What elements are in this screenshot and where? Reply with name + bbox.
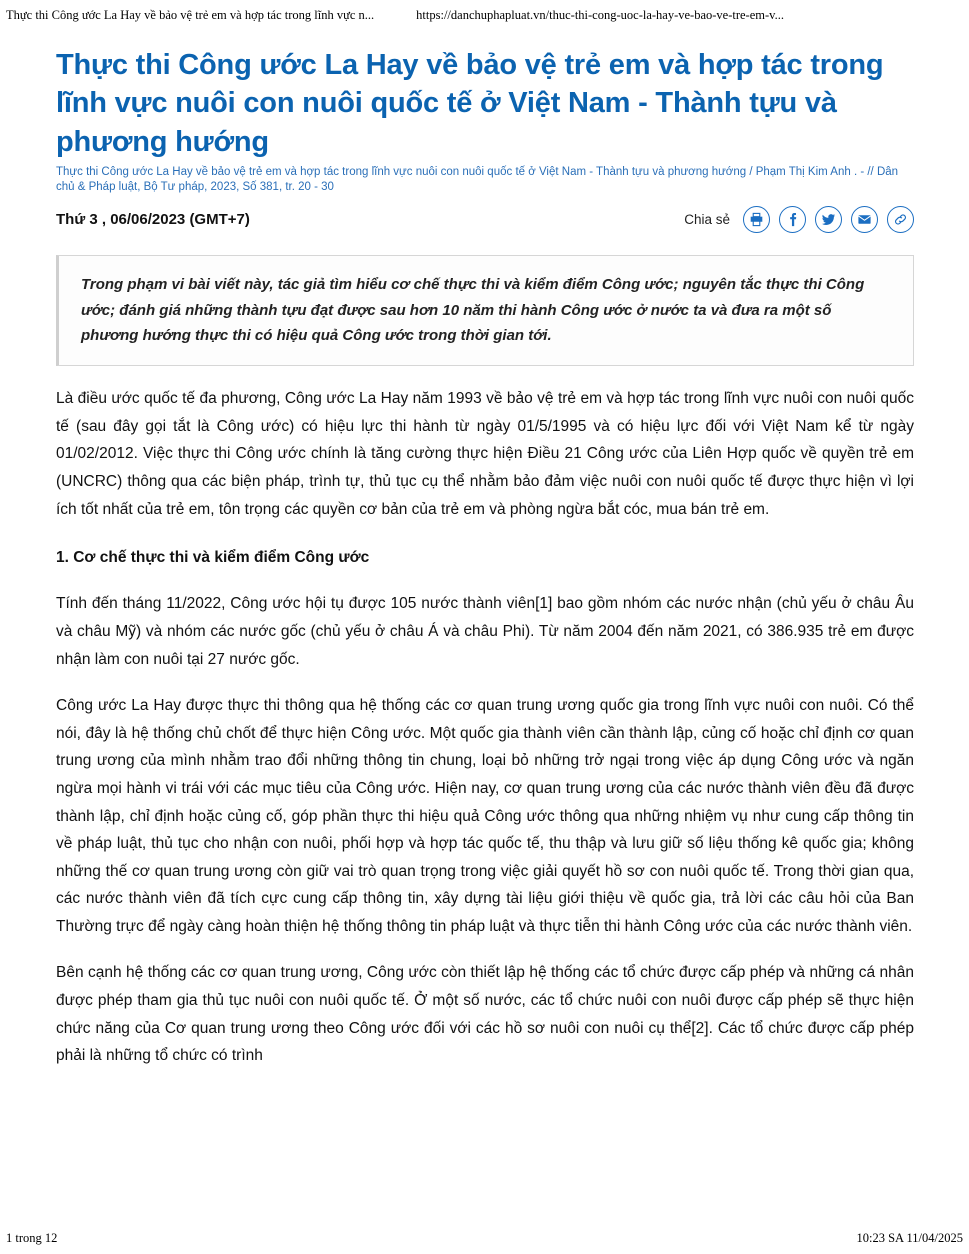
- publication-date: Thứ 3 , 06/06/2023 (GMT+7): [56, 210, 250, 228]
- article-paragraph: Là điều ước quốc tế đa phương, Công ước La Hay năm 1993 về bảo vệ trẻ em và hợp tác trong lĩnh vực nuôi con nuôi quốc tế (sau đây gọi tắt là Công ước) có hiệu lực thi hành từ ngày 01/5/1995 và có hiệu lực đối với Việt Nam kể từ ngày 01/02/2012. Việc thực thi Công ước chính là tăng cường thực hiện Điều 21 Công ước của Liên Hợp quốc về quyền trẻ em (UNCRC) thông qua các biện pháp, trình tự, thủ tục cụ thể nhằm bảo đảm việc nuôi con nuôi quốc tế được thực hiện vì lợi ích tốt nhất của trẻ em, tôn trọng các quyền cơ bản của trẻ em và phòng ngừa bắt cóc, mua bán trẻ em.: [56, 390, 914, 518]
- article-citation: Thực thi Công ước La Hay về bảo vệ trẻ em và hợp tác trong lĩnh vực nuôi con nuôi quốc tế ở Việt Nam - Thành tựu và phương hướng / Phạm Thị Kim Anh . - // Dân chủ & Pháp luật, Bộ Tư pháp, 2023, Số 381, tr. 20 - 30: [56, 165, 899, 194]
- print-footer: [0, 1231, 969, 1246]
- print-header-title: Thực thi Công ước La Hay về bảo vệ trẻ em và hợp tác trong lĩnh vực n...: [6, 8, 375, 22]
- share-label: Chia sẻ: [684, 211, 730, 227]
- article-lead-box: [56, 255, 914, 366]
- print-timestamp: 10:23 SA 11/04/2025: [856, 1231, 963, 1245]
- page-number: 1 trong 12: [6, 1231, 58, 1245]
- article-paragraph: Bên cạnh hệ thống các cơ quan trung ương, Công ước còn thiết lập hệ thống các tổ chức được cấp phép và những cá nhân được phép tham gia thủ tục nuôi con nuôi quốc tế. Ở một số nước, các tổ chức nuôi con nuôi được cấp phép sẽ thực hiện chức năng của Cơ quan trung ương theo Công ước đối với các hồ sơ nuôi con nuôi cụ thể[2]. Các tổ chức được cấp phép phải là những tổ chức có trình: [56, 964, 914, 1065]
- article-page: [56, 46, 914, 1070]
- article-paragraph: Tính đến tháng 11/2022, Công ước hội tụ được 105 nước thành viên[1] bao gồm nhóm các nước nhận (chủ yếu ở châu Âu và châu Mỹ) và nhóm các nước gốc (chủ yếu ở châu Á và châu Phi). Từ năm 2004 đến năm 2021, có 386.935 trẻ em được nhận làm con nuôi tại 27 nước gốc.: [56, 595, 914, 668]
- article-meta-row: [56, 206, 914, 233]
- share-bar: [684, 206, 914, 233]
- print-header-url: https://danchuphapluat.vn/thuc-thi-cong-uoc-la-hay-ve-bao-ve-tre-em-v...: [416, 8, 784, 22]
- print-header: [0, 0, 969, 34]
- print-icon[interactable]: [743, 206, 770, 233]
- copy-link-icon[interactable]: [887, 206, 914, 233]
- article-lead-text: Trong phạm vi bài viết này, tác giả tìm hiểu cơ chế thực thi và kiểm điểm Công ước; nguyên tắc thực thi Công ước; đánh giá những thành tựu đạt được sau hơn 10 năm thi hành Công ước ở nước ta và đưa ra một số phương hướng thực thi có hiệu quả Công ước trong thời gian tới.: [81, 275, 865, 345]
- article-paragraph: Công ước La Hay được thực thi thông qua hệ thống các cơ quan trung ương quốc gia trong lĩnh vực nuôi con nuôi. Có thể nói, đây là hệ thống chủ chốt để thực hiện Công ước. Một quốc gia thành viên cần thành lập, củng cố hoặc chỉ định cơ quan trung ương của mình nhằm trao đổi những thông tin chung, loại bỏ những trở ngại trong việc áp dụng Công ước và ngăn ngừa mọi hành vi trái với các mục tiêu của Công ước. Hiện nay, cơ quan trung ương của các nước thành viên đều đã được thành lập, chỉ định hoặc củng cố, góp phần thực thi hiệu quả Công ước thông qua những nhiệm vụ như cung cấp thông tin về pháp luật, thủ tục cho nhận con nuôi, phối hợp và hợp tác quốc tế, thu thập và lưu giữ số liệu thống kê quốc gia; không những thế cơ quan trung ương còn giữ vai trò quan trọng trong việc giải quyết hồ sơ con nuôi quốc tế. Trong thời gian qua, các nước thành viên đã tích cực cung cấp thông tin, xây dựng tài liệu giới thiệu về quốc gia, trả lời các câu hỏi của Ban Thường trực để ngày càng hoàn thiện hệ thống thông tin pháp luật và thực tiễn thi hành Công ước của các nước thành viên.: [56, 697, 914, 935]
- email-icon[interactable]: [851, 206, 878, 233]
- facebook-icon[interactable]: [779, 206, 806, 233]
- page-title: Thực thi Công ước La Hay về bảo vệ trẻ em và hợp tác trong lĩnh vực nuôi con nuôi quốc tế ở Việt Nam - Thành tựu và phương hướng: [56, 49, 884, 158]
- article-section-heading: 1. Cơ chế thực thi và kiểm điểm Công ước: [56, 549, 370, 567]
- twitter-icon[interactable]: [815, 206, 842, 233]
